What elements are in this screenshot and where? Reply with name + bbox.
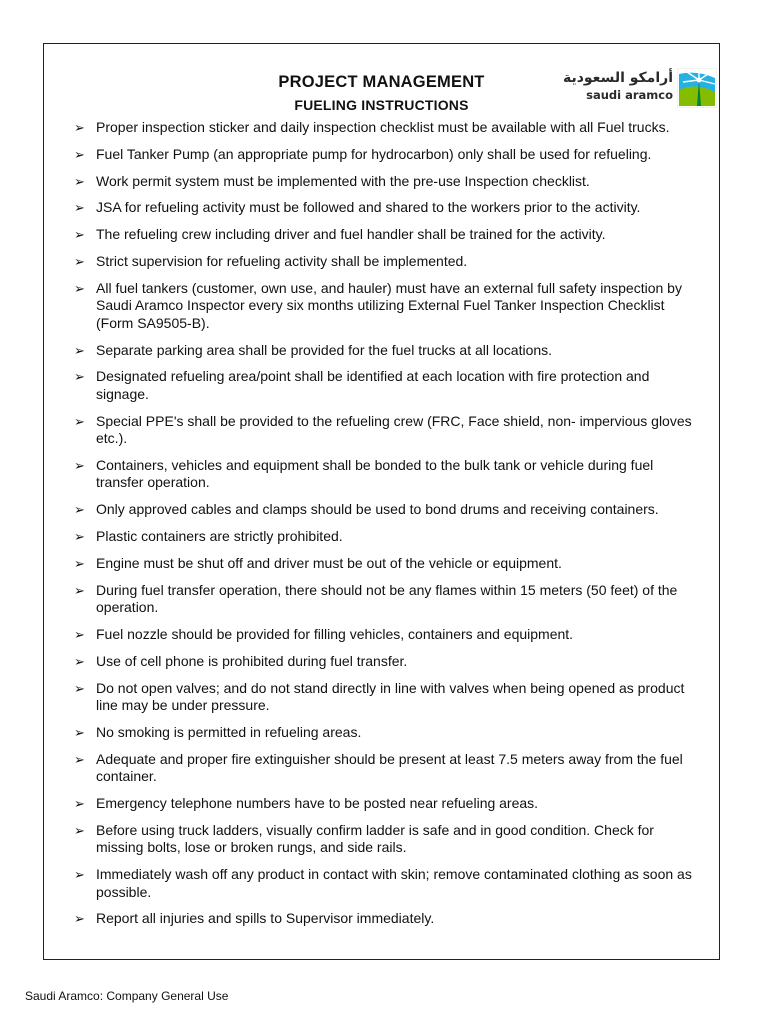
list-item — [74, 457, 704, 492]
instruction-text: Use of cell phone is prohibited during fuel transfer. — [96, 652, 408, 669]
instruction-text: Special PPE's shall be provided to the refueling crew (FRC, Face shield, non- impervious gloves etc.). — [96, 412, 692, 447]
arrow-bullet-icon: ➢ — [74, 653, 85, 669]
list-item — [74, 119, 704, 137]
list-item — [74, 680, 704, 715]
list-item — [74, 528, 704, 546]
list-item — [74, 626, 704, 644]
saudi-aramco-logo-icon — [677, 68, 717, 108]
document-title: PROJECT MANAGEMENT — [278, 73, 485, 91]
arrow-bullet-icon: ➢ — [74, 342, 85, 358]
instruction-text: Emergency telephone numbers have to be posted near refueling areas. — [96, 794, 539, 811]
arrow-bullet-icon: ➢ — [74, 582, 85, 598]
arrow-bullet-icon: ➢ — [74, 120, 85, 135]
instruction-text: Fuel nozzle should be provided for filling vehicles, containers and equipment. — [96, 625, 574, 642]
arrow-bullet-icon: ➢ — [74, 200, 85, 216]
arrow-bullet-icon: ➢ — [74, 529, 85, 545]
list-item — [74, 653, 704, 671]
instruction-text: Containers, vehicles and equipment shall be bonded to the bulk tank or vehicle during fuel transfer operation. — [96, 456, 654, 491]
arrow-bullet-icon: ➢ — [74, 751, 85, 767]
list-item — [74, 724, 704, 742]
instruction-text: Designated refueling area/point shall be identified at each location with fire protection and signage. — [96, 368, 650, 402]
list-item — [74, 795, 704, 813]
list-item — [74, 253, 704, 271]
instruction-list — [74, 119, 704, 937]
list-item — [74, 910, 704, 928]
list-item — [74, 199, 704, 217]
list-item — [74, 413, 704, 448]
instruction-text: Engine must be shut off and driver must be out of the vehicle or equipment. — [96, 554, 562, 571]
instruction-text: Work permit system must be implemented with the pre-use Inspection checklist. — [96, 172, 590, 189]
document-subtitle: FUELING INSTRUCTIONS — [294, 97, 469, 113]
list-item — [74, 173, 704, 191]
document-frame — [43, 43, 720, 960]
instruction-text: Adequate and proper fire extinguisher should be present at least 7.5 meters away from the fuel container. — [96, 750, 683, 785]
list-item — [74, 501, 704, 519]
list-item — [74, 342, 704, 360]
arrow-bullet-icon: ➢ — [74, 253, 85, 269]
arrow-bullet-icon: ➢ — [74, 369, 85, 385]
arrow-bullet-icon: ➢ — [74, 413, 85, 429]
arrow-bullet-icon: ➢ — [74, 724, 85, 740]
footer-classification: Saudi Aramco: Company General Use — [25, 989, 229, 1003]
instruction-text: Separate parking area shall be provided for the fuel trucks at all locations. — [96, 341, 553, 358]
arrow-bullet-icon: ➢ — [74, 555, 85, 571]
arrow-bullet-icon: ➢ — [74, 795, 85, 811]
instruction-text: Do not open valves; and do not stand directly in line with valves when being opened as product line may be under pressure. — [96, 679, 685, 714]
instruction-text: Plastic containers are strictly prohibited. — [96, 528, 343, 545]
list-item — [74, 226, 704, 244]
arrow-bullet-icon: ➢ — [74, 502, 85, 518]
instruction-text: JSA for refueling activity must be followed and shared to the workers prior to the activity. — [96, 199, 641, 216]
instruction-text: All fuel tankers (customer, own use, and hauler) must have an external full safety inspection by Saudi Aramco Inspector every six months utilizing External Fuel Tanker Inspection Checklist (Form SA9505-B). — [96, 279, 682, 331]
logo-latin-text: saudi aramco — [586, 88, 673, 102]
instruction-text: During fuel transfer operation, there should not be any flames within 15 meters (50 feet) of the operation. — [96, 581, 678, 616]
arrow-bullet-icon: ➢ — [74, 911, 85, 927]
list-item — [74, 280, 704, 333]
logo-arabic-text: أرامكو السعودية — [562, 70, 673, 86]
instruction-text: Immediately wash off any product in contact with skin; remove contaminated clothing as soon as possible. — [96, 866, 692, 900]
arrow-bullet-icon: ➢ — [74, 867, 85, 883]
instruction-text: Strict supervision for refueling activity shall be implemented. — [96, 252, 468, 269]
instruction-text: Proper inspection sticker and daily inspection checklist must be available with all Fuel trucks. — [96, 119, 670, 135]
list-item — [74, 866, 704, 901]
arrow-bullet-icon: ➢ — [74, 173, 85, 189]
list-item — [74, 555, 704, 573]
arrow-bullet-icon: ➢ — [74, 280, 85, 296]
arrow-bullet-icon: ➢ — [74, 146, 85, 162]
list-item — [74, 822, 704, 857]
document-header — [44, 44, 719, 118]
instruction-text: The refueling crew including driver and fuel handler shall be trained for the activity. — [96, 226, 606, 243]
instruction-text: Only approved cables and clamps should be used to bond drums and receiving containers. — [96, 501, 659, 518]
arrow-bullet-icon: ➢ — [74, 680, 85, 696]
saudi-aramco-logo — [562, 68, 719, 110]
list-item — [74, 146, 704, 164]
arrow-bullet-icon: ➢ — [74, 457, 85, 473]
arrow-bullet-icon: ➢ — [74, 227, 85, 243]
list-item — [74, 368, 704, 403]
arrow-bullet-icon: ➢ — [74, 626, 85, 642]
arrow-bullet-icon: ➢ — [74, 822, 85, 838]
list-item — [74, 582, 704, 617]
instruction-text: Report all injuries and spills to Supervisor immediately. — [96, 910, 435, 927]
list-item — [74, 751, 704, 786]
instruction-text: No smoking is permitted in refueling areas. — [96, 723, 362, 740]
instruction-text: Before using truck ladders, visually confirm ladder is safe and in good condition. Check for missing bolts, lose or broken rungs, and side rails. — [96, 821, 654, 856]
instruction-text: Fuel Tanker Pump (an appropriate pump for hydrocarbon) only shall be used for refueling. — [96, 145, 652, 162]
